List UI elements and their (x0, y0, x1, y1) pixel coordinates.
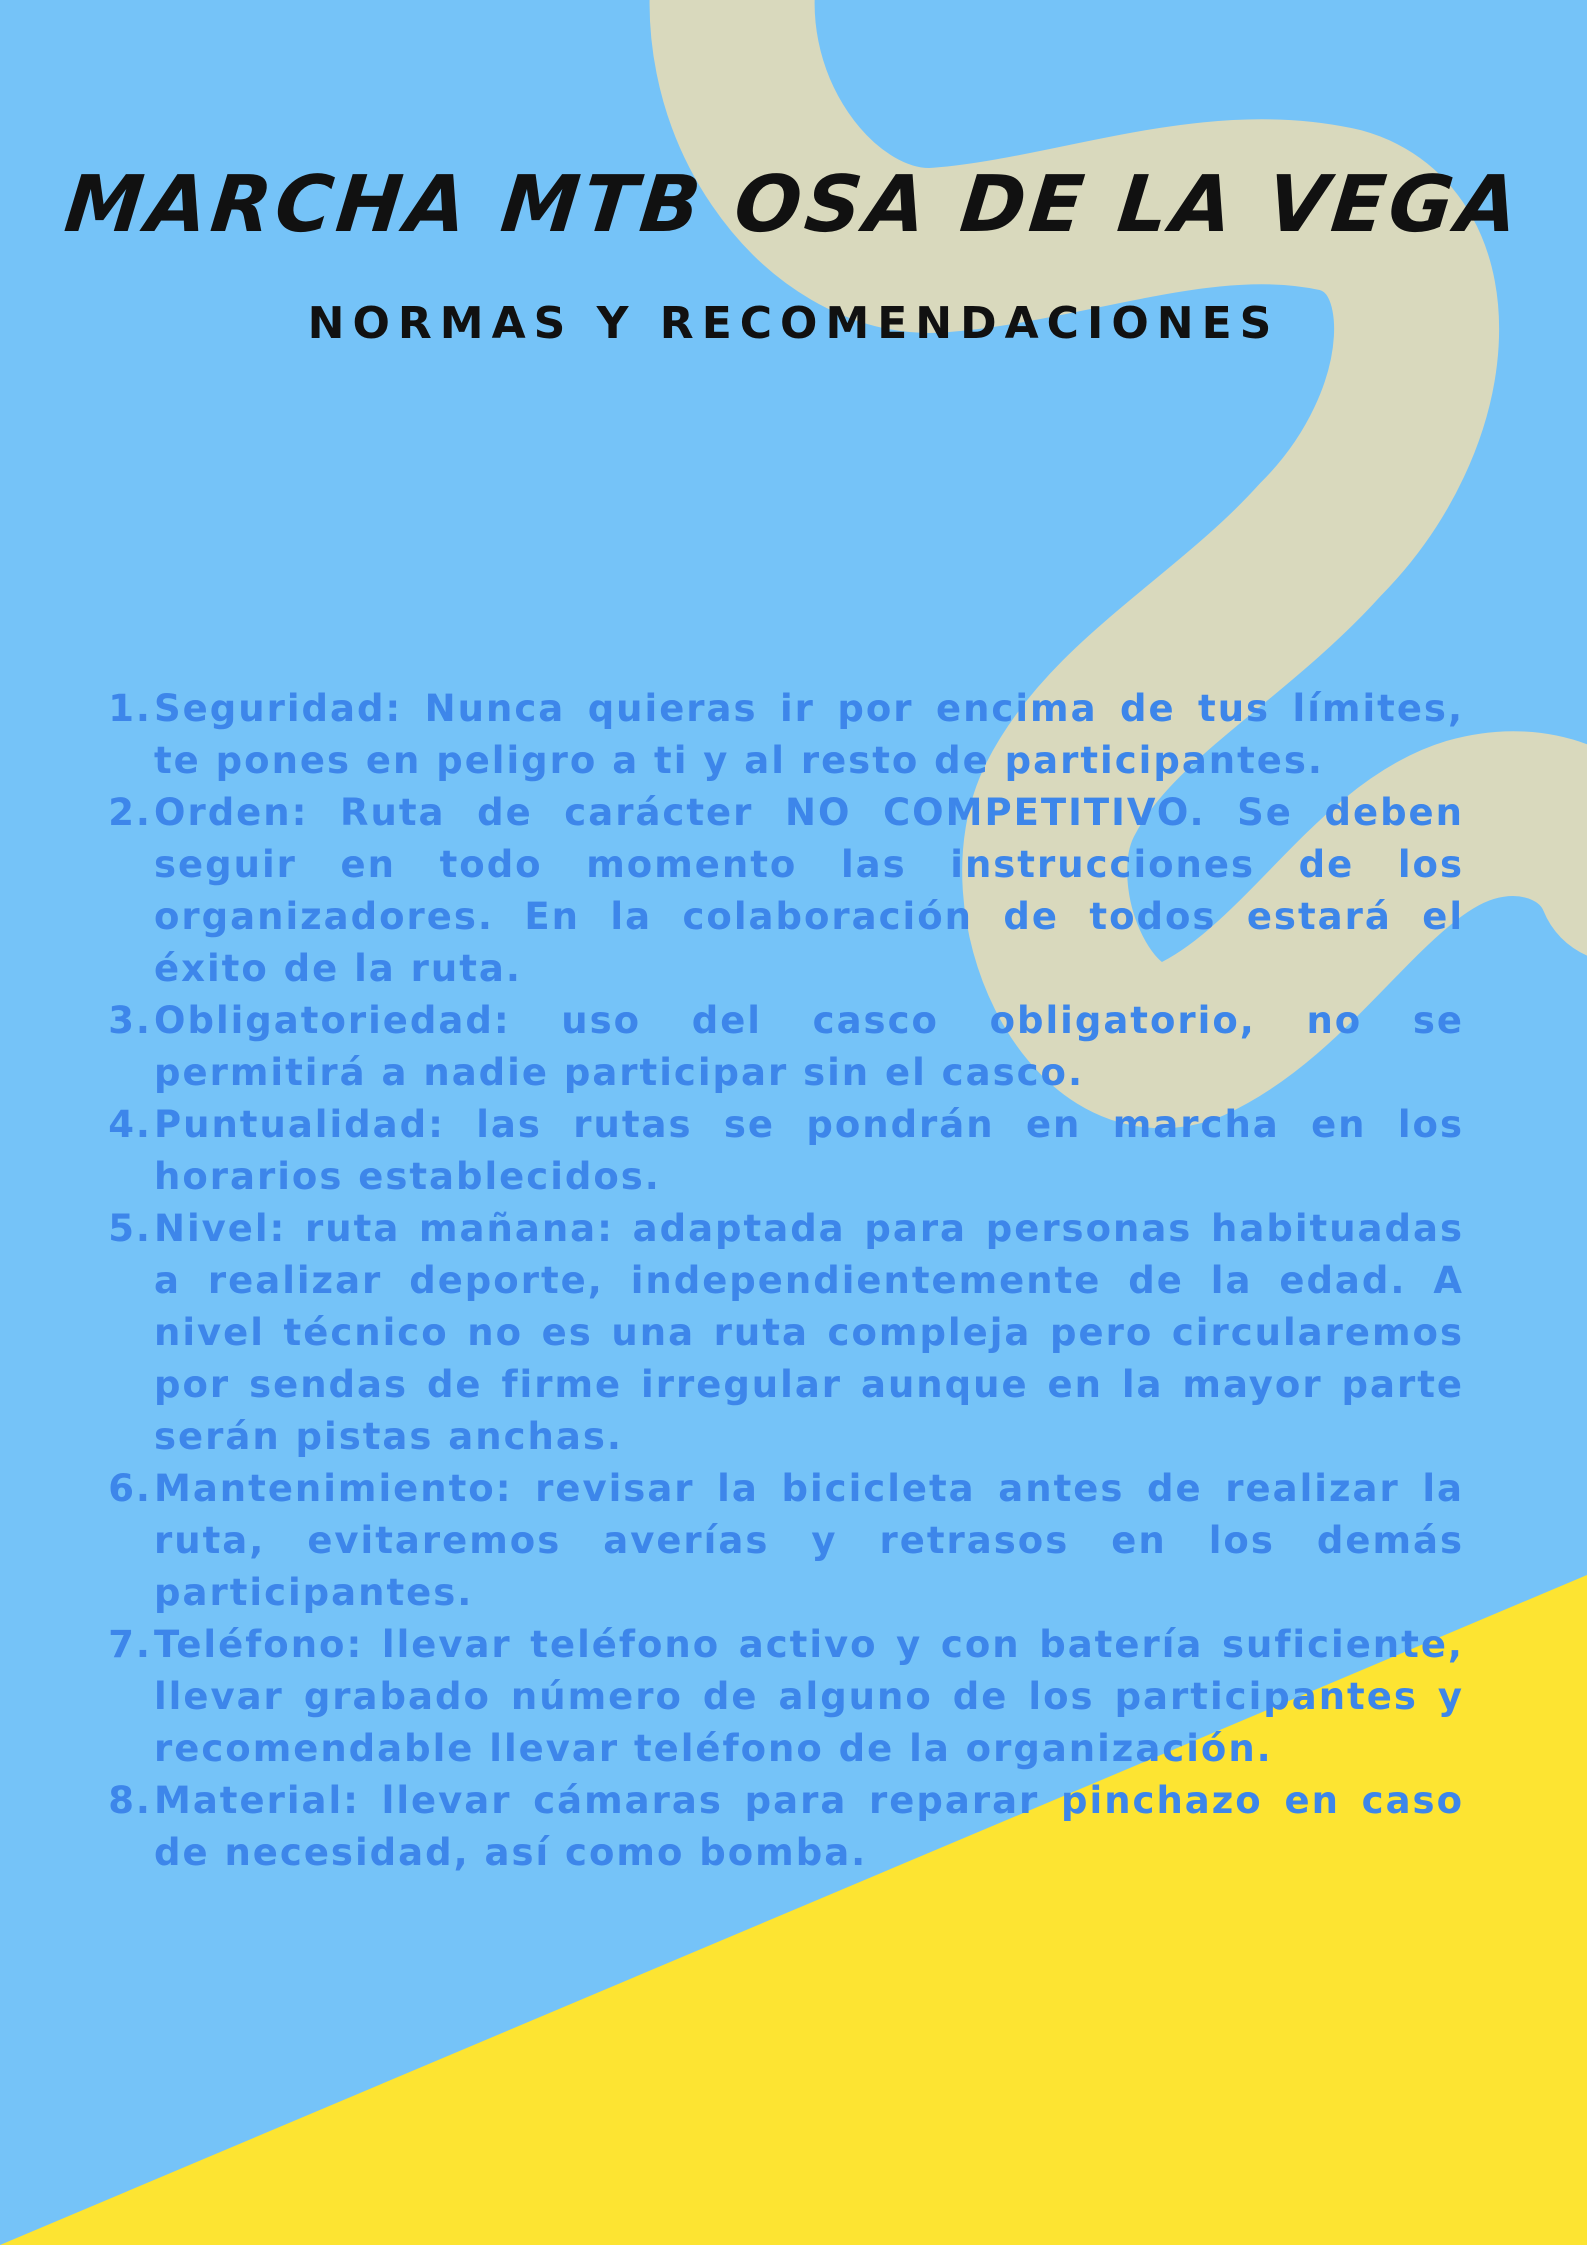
rule-text: Material: llevar cámaras para reparar pinchazo en caso de necesidad, así como bomba. (154, 1779, 1464, 1874)
rule-number: 1. (108, 687, 152, 730)
rule-item (100, 1775, 1464, 1879)
poster-subtitle: NORMAS Y RECOMENDACIONES (307, 298, 1280, 349)
rule-number: 3. (108, 999, 152, 1042)
rule-text: Seguridad: Nunca quieras ir por encima de tus límites, te pones en peligro a ti y al resto de participantes. (154, 687, 1464, 782)
rule-number: 4. (108, 1103, 152, 1146)
rule-text: Mantenimiento: revisar la bicicleta antes de realizar la ruta, evitaremos averías y retrasos en los demás participantes. (154, 1467, 1464, 1614)
rule-text: Obligatoriedad: uso del casco obligatorio, no se permitirá a nadie participar sin el casco. (154, 999, 1464, 1094)
rule-item (100, 1619, 1464, 1775)
rule-number: 8. (108, 1779, 152, 1822)
rule-item (100, 683, 1464, 787)
rule-item (100, 1463, 1464, 1619)
rule-item (100, 1203, 1464, 1463)
rule-item (100, 787, 1464, 995)
rule-item (100, 995, 1464, 1099)
rule-text: Nivel: ruta mañana: adaptada para personas habituadas a realizar deporte, independientemente de la edad. A nivel técnico no es una ruta compleja pero circularemos por sendas de firme irregular aunque en la mayor parte serán pistas anchas. (154, 1207, 1464, 1458)
poster-title: MARCHA MTB OSA DE LA VEGA (60, 160, 1527, 250)
rule-number: 5. (108, 1207, 152, 1250)
rule-item (100, 1099, 1464, 1203)
rule-text: Teléfono: llevar teléfono activo y con batería suficiente, llevar grabado número de alguno de los participantes y recomendable llevar teléfono de la organización. (154, 1623, 1464, 1770)
rule-text: Puntualidad: las rutas se pondrán en marcha en los horarios establecidos. (154, 1103, 1464, 1198)
rule-number: 7. (108, 1623, 152, 1666)
rule-text: Orden: Ruta de carácter NO COMPETITIVO. Se deben seguir en todo momento las instrucciones de los organizadores. En la colaboración de todos estará el éxito de la ruta. (154, 791, 1464, 990)
rule-number: 2. (108, 791, 152, 834)
rules-list (100, 683, 1464, 1879)
rule-number: 6. (108, 1467, 152, 1510)
